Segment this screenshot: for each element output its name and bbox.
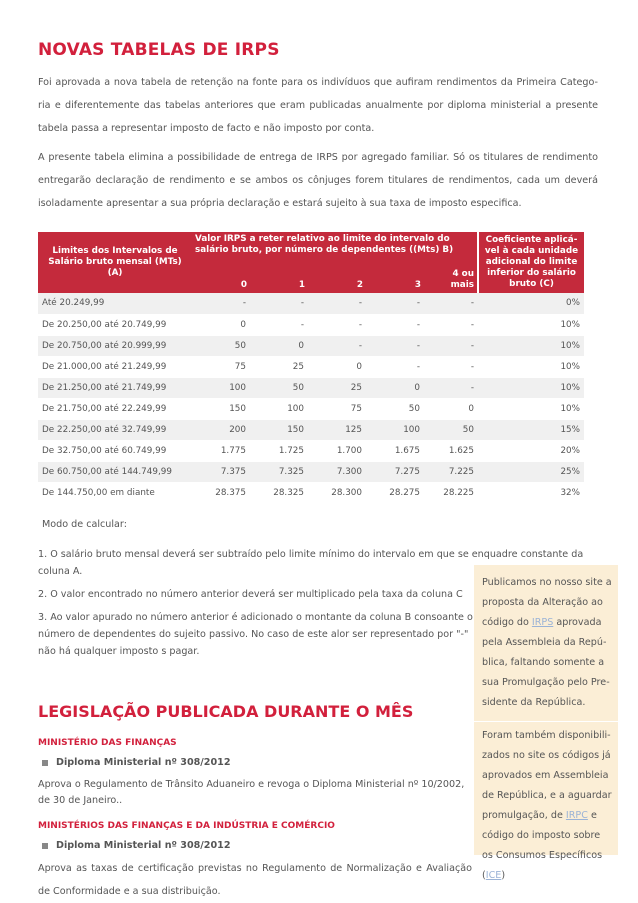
header-dependents-4: 4 ou mais — [424, 263, 478, 294]
value-cell: - — [308, 314, 366, 335]
page-title: NOVAS TABELAS DE IRPS — [38, 40, 280, 60]
value-cell: 7.325 — [250, 461, 308, 482]
intro-paragraph-2: A presente tabela elimina a possibilidade de entrega de IRPS por agregado familiar. Só os titulares de rendimento entregarão declaração de rendimento e se ambos os cônjuges forem titulares de rendimentos, cada um deverá isoladamente apresentar a sua própria declaração e estará sujeito à sua taxa de imposto especifica. — [38, 152, 598, 209]
limit-cell: De 22.250,00 até 32.749,99 — [38, 419, 192, 440]
value-cell: - — [308, 293, 366, 314]
value-cell: 7.225 — [424, 461, 478, 482]
value-cell: - — [424, 356, 478, 377]
value-cell: 7.375 — [192, 461, 250, 482]
value-cell: 7.300 — [308, 461, 366, 482]
value-cell: - — [424, 335, 478, 356]
table-row — [38, 356, 584, 377]
value-cell: 1.700 — [308, 440, 366, 461]
intro-paragraph-1: Foi aprovada a nova tabela de retenção na fonte para os indivíduos que aufiram rendimentos da Primeira Catego- ria e diferentemente das tabelas anteriores que eram publicadas anualmente por diploma ministerial a presente tabela passa a representar imposto de facto e não imposto por conta. — [38, 77, 598, 134]
diploma-title: Diploma Ministerial nº 308/2012 — [56, 840, 231, 851]
irpc-link[interactable]: IRPC — [565, 810, 588, 821]
header-coefficient: Coeficiente aplicá- vel à cada unidade adicional do limite inferior do salário bruto (C) — [478, 232, 584, 293]
value-cell: - — [192, 293, 250, 314]
value-cell: 150 — [250, 419, 308, 440]
legislation-section — [38, 736, 472, 903]
table-row — [38, 461, 584, 482]
value-cell: 28.275 — [366, 482, 424, 503]
coefficient-cell: 10% — [478, 335, 584, 356]
value-cell: - — [308, 335, 366, 356]
table-row — [38, 398, 584, 419]
value-cell: 28.325 — [250, 482, 308, 503]
coefficient-cell: 32% — [478, 482, 584, 503]
value-cell: - — [366, 335, 424, 356]
table-row — [38, 293, 584, 314]
value-cell: - — [424, 377, 478, 398]
value-cell: 25 — [308, 377, 366, 398]
diploma-title: Diploma Ministerial nº 308/2012 — [56, 757, 231, 768]
limit-cell: Até 20.249,99 — [38, 293, 192, 314]
coefficient-cell: 15% — [478, 419, 584, 440]
limit-cell: De 60.750,00 até 144.749,99 — [38, 461, 192, 482]
step-3: 3. Ao valor apurado no número anterior é adicionado o montante da coluna B consoante o número de dependentes do sujeito passivo. No caso de este alor ser representado por "-" não há qualquer imposto s pagar. — [38, 612, 473, 657]
sidebar-note — [474, 565, 618, 881]
coefficient-cell: 25% — [478, 461, 584, 482]
limit-cell: De 21.250,00 até 21.749,99 — [38, 377, 192, 398]
sidebar-divider — [474, 721, 618, 722]
value-cell: 50 — [424, 419, 478, 440]
value-cell: 200 — [192, 419, 250, 440]
value-cell: 0 — [424, 398, 478, 419]
value-cell: 50 — [366, 398, 424, 419]
sidebar-text: Foram também disponibili- zados no site os códigos já aprovados em Assembleia de República, e a aguardar promulgação, de — [482, 730, 612, 821]
sidebar-text: aprovada pela Assembleia da Repú- blica, faltando somente a sua Promulgação pelo Pre- sidente da República. — [482, 617, 610, 708]
limit-cell: De 20.250,00 até 20.749,99 — [38, 314, 192, 335]
header-dependents-2: 2 — [308, 263, 366, 294]
value-cell: 28.300 — [308, 482, 366, 503]
coefficient-cell: 10% — [478, 398, 584, 419]
diploma-item-2 — [38, 840, 472, 851]
value-cell: 7.275 — [366, 461, 424, 482]
value-cell: 150 — [192, 398, 250, 419]
value-cell: 0 — [366, 377, 424, 398]
table-row — [38, 314, 584, 335]
value-cell: 1.675 — [366, 440, 424, 461]
diploma-description-2: Aprova as taxas de certificação previstas no Regulamento de Normalização e Avaliação de Conformidade e a sua distribuição. — [38, 863, 472, 897]
value-cell: 75 — [308, 398, 366, 419]
value-cell: - — [366, 314, 424, 335]
sidebar-paragraph-2 — [482, 726, 612, 886]
header-irps-value: Valor IRPS a reter relativo ao limite do intervalo do salário bruto, por número de dependentes ((Mts) B) — [192, 232, 478, 263]
value-cell: - — [250, 293, 308, 314]
value-cell: 125 — [308, 419, 366, 440]
limit-cell: De 21.000,00 até 21.249,99 — [38, 356, 192, 377]
value-cell: 28.225 — [424, 482, 478, 503]
step-2: 2. O valor encontrado no número anterior deverá ser multiplicado pela taxa da coluna C — [38, 589, 463, 600]
value-cell: 0 — [308, 356, 366, 377]
irps-link[interactable]: IRPS — [531, 617, 554, 628]
irps-table — [38, 232, 584, 504]
value-cell: 50 — [250, 377, 308, 398]
sidebar-text: Publicamos no nosso site a proposta da Alteração ao código do — [482, 577, 612, 628]
value-cell: 0 — [192, 314, 250, 335]
value-cell: 28.375 — [192, 482, 250, 503]
legislation-title: LEGISLAÇÃO PUBLICADA DURANTE O MÊS — [38, 702, 414, 721]
table-row — [38, 440, 584, 461]
step-1: 1. O salário bruto mensal deverá ser subtraído pelo limite mínimo do intervalo em que se enquadre constante da coluna A. — [38, 549, 584, 577]
value-cell: - — [366, 356, 424, 377]
limit-cell: De 20.750,00 até 20.999,99 — [38, 335, 192, 356]
value-cell: 1.725 — [250, 440, 308, 461]
coefficient-cell: 0% — [478, 293, 584, 314]
table-row — [38, 335, 584, 356]
diploma-description-1: Aprova o Regulamento de Trânsito Aduaneiro e revoga o Diploma Ministerial nº 10/2002, de 30 de Janeiro.. — [38, 779, 465, 806]
sidebar-text: ) — [501, 870, 506, 881]
value-cell: 50 — [192, 335, 250, 356]
ice-link[interactable]: ICE — [485, 870, 502, 881]
limit-cell: De 32.750,00 até 60.749,99 — [38, 440, 192, 461]
ministry-heading-2: MINISTÉRIOS DAS FINANÇAS E DA INDÚSTRIA E COMÉRCIO — [38, 821, 335, 831]
header-limits: Limites dos Intervalos de Salário bruto mensal (MTs) (A) — [38, 232, 192, 293]
value-cell: 0 — [250, 335, 308, 356]
value-cell: 100 — [366, 419, 424, 440]
intro-text — [38, 71, 598, 221]
sidebar-text: e código do imposto sobre os Consumos Específicos ( — [482, 810, 603, 881]
value-cell: - — [250, 314, 308, 335]
calculation-heading: Modo de calcular: — [42, 519, 127, 530]
bullet-icon — [42, 760, 48, 766]
header-dependents-3: 3 — [366, 263, 424, 294]
sidebar-paragraph-1 — [482, 573, 612, 713]
header-dependents-1: 1 — [250, 263, 308, 294]
value-cell: 25 — [250, 356, 308, 377]
value-cell: 75 — [192, 356, 250, 377]
coefficient-cell: 10% — [478, 377, 584, 398]
value-cell: 100 — [192, 377, 250, 398]
limit-cell: De 144.750,00 em diante — [38, 482, 192, 503]
value-cell: - — [366, 293, 424, 314]
ministry-heading-1: MINISTÉRIO DAS FINANÇAS — [38, 738, 177, 748]
coefficient-cell: 10% — [478, 356, 584, 377]
diploma-item-1 — [38, 757, 472, 768]
value-cell: - — [424, 293, 478, 314]
table-row — [38, 377, 584, 398]
value-cell: 1.775 — [192, 440, 250, 461]
value-cell: - — [424, 314, 478, 335]
table-row — [38, 482, 584, 503]
coefficient-cell: 20% — [478, 440, 584, 461]
coefficient-cell: 10% — [478, 314, 584, 335]
limit-cell: De 21.750,00 até 22.249,99 — [38, 398, 192, 419]
table-row — [38, 419, 584, 440]
value-cell: 100 — [250, 398, 308, 419]
value-cell: 1.625 — [424, 440, 478, 461]
bullet-icon — [42, 843, 48, 849]
header-dependents-0: 0 — [192, 263, 250, 294]
